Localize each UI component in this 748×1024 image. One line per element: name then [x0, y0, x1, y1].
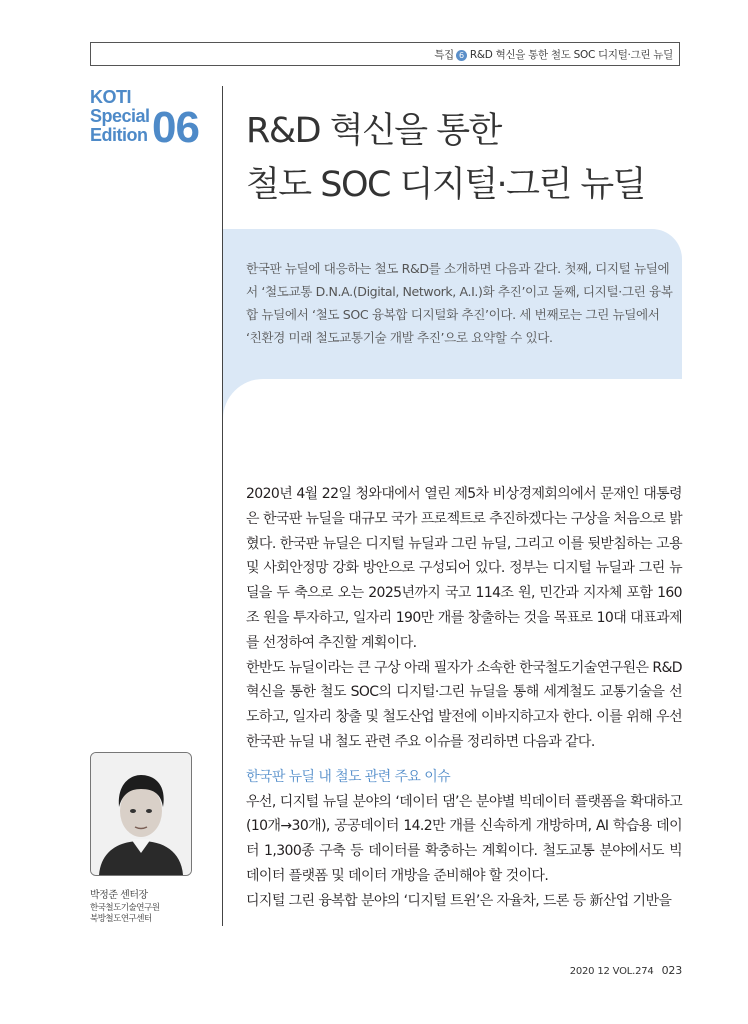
article-title-line2: 철도 SOC 디지털·그린 뉴딜 [246, 165, 645, 205]
body-paragraph: 2020년 4월 22일 청와대에서 열린 제5차 비상경제회의에서 문재인 대통령은 한국판 뉴딜을 대규모 국가 프로젝트로 추진하겠다는 구상을 처음으로 밝혔다. 한국판 뉴딜은 디지털 뉴딜과 그린 뉴딜, 그리고 이를 뒷받침하는 고용 및 사회안정망 강화 방안으로 구성되어 있다. 정부는 디지털 뉴딜과 그린 뉴딜을 두 축으로 오는 2025년까지 국고 114조 원, 민간과 지자체 포함 160조 원을 투자하고, 일자리 190만 개를 창출하는 것을 목표로 10대 대표과제를 선정하여 추진할 계획이다. [246, 486, 682, 651]
header-title: R&D 혁신을 통한 철도 SOC 디지털·그린 뉴딜 [469, 49, 673, 61]
edition-brand [90, 88, 150, 145]
brand-edition: Edition [90, 125, 148, 145]
running-header [90, 42, 680, 66]
header-section-label: 특집 [434, 49, 454, 61]
author-affiliation [90, 903, 159, 925]
edition-number: 06 [152, 103, 199, 152]
summary-text: 한국판 뉴딜에 대응하는 철도 R&D를 소개하면 다음과 같다. 첫째, 디지털 뉴딜에서 ‘철도교통 D.N.A.(Digital, Network, A.I.)화 추진’이고 둘째, 디지털·그린 융복합 뉴딜에서 ‘철도 SOC 융복합 디지털화 추진’이다. 세 번째로는 그린 뉴딜에서 ‘친환경 미래 철도교통기술 개발 추진’으로 요약할 수 있다. [246, 261, 673, 345]
column-divider [222, 86, 223, 926]
author-portrait-icon [91, 753, 191, 875]
body-paragraph: 한반도 뉴딜이라는 큰 구상 아래 필자가 소속한 한국철도기술연구원은 R&D 혁신을 통한 철도 SOC의 디지털·그린 뉴딜을 통해 세계철도 교통기술을 선도하고, 일자리 창출 및 철도산업 발전에 이바지하고자 한다. 이를 위해 우선 한국판 뉴딜 내 철도 관련 주요 이슈를 정리하면 다음과 같다. [246, 659, 682, 750]
section-heading: 한국판 뉴딜 내 철도 관련 주요 이슈 [246, 768, 451, 785]
brand-special: Special [90, 106, 150, 126]
page-number: 023 [661, 964, 682, 977]
article-title-line1: R&D 혁신을 통한 [246, 111, 501, 151]
page-footer [570, 964, 682, 977]
body-paragraph: 우선, 디지털 뉴딜 분야의 ‘데이터 댐’은 분야별 빅데이터 플랫폼을 확대하고(10개→30개), 공공데이터 14.2만 개를 신속하게 개방하며, AI 학습용 데이터 1,300종 구축 등 데이터를 확충하는 계획이다. 철도교통 분야에서도 빅데이터 플랫폼 및 데이터 개방을 준비해야 할 것이다. [246, 793, 682, 884]
author-photo [90, 752, 192, 876]
author-name: 박정준 센터장 [90, 890, 148, 901]
header-number-badge: 6 [456, 50, 467, 61]
author-org: 한국철도기술연구원 [90, 903, 160, 913]
author-dept: 북방철도연구센터 [90, 914, 152, 924]
brand-koti: KOTI [90, 87, 131, 107]
article-title [246, 104, 645, 212]
article-body [246, 482, 682, 914]
body-paragraph: 디지털 그린 융복합 분야의 ‘디지털 트윈’은 자율차, 드론 등 新산업 기반을 [246, 892, 672, 909]
issue-info: 2020 12 VOL.274 [569, 966, 654, 977]
running-header-text [434, 47, 673, 62]
summary-box-curve [223, 379, 263, 419]
